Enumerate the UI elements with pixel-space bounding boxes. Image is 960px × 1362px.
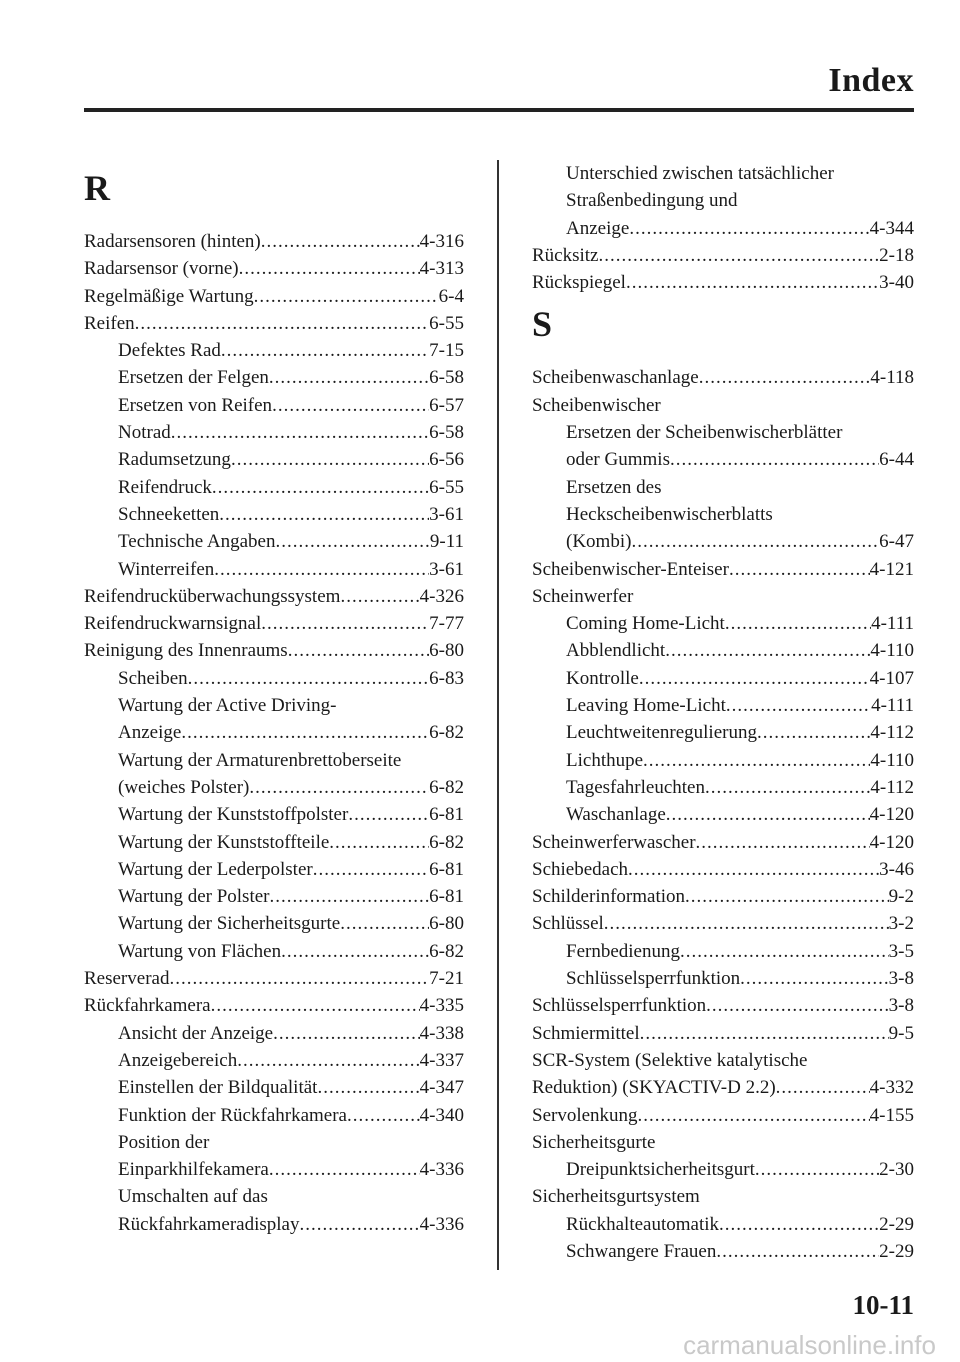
- entry-page-ref: 9-5: [888, 1022, 914, 1044]
- leader-dots: [211, 992, 420, 1019]
- entry-page-ref: 6-57: [429, 394, 464, 416]
- entry-term: Dreipunktsicherheitsgurt: [566, 1159, 755, 1181]
- watermark: carmanualsonline.info: [683, 1330, 936, 1360]
- entry-page-ref: 9-2: [888, 886, 914, 908]
- entry-term: Scheinwerferwascher: [532, 831, 696, 853]
- entry-page-ref: 6-4: [438, 285, 464, 307]
- leader-dots: [221, 337, 429, 364]
- index-entry: [532, 910, 914, 937]
- index-entry: [532, 883, 914, 910]
- entry-term: Schwangere Frauen: [566, 1240, 717, 1262]
- index-subentry: [84, 883, 464, 910]
- entry-term: Radarsensoren (hinten): [84, 231, 261, 252]
- entry-page-ref: 6-81: [429, 858, 464, 880]
- index-subentry: [84, 1047, 464, 1074]
- index-subentry: [84, 501, 464, 528]
- entry-term: Reinigung des Innenraums: [84, 640, 288, 662]
- leader-dots: [273, 1020, 420, 1047]
- entry-term: Unterschied zwischen tatsächlicher: [566, 163, 834, 184]
- index-subentry: [532, 637, 914, 664]
- entry-page-ref: 4-336: [419, 1213, 464, 1235]
- leader-dots: [696, 829, 870, 856]
- entry-term: Sicherheitsgurtsystem: [532, 1186, 700, 1208]
- entry-term: Ersetzen von Reifen: [118, 394, 273, 416]
- leader-dots: [237, 1047, 419, 1074]
- index-entry: [84, 965, 464, 992]
- index-entry: [84, 637, 464, 664]
- index-subentry: [84, 747, 464, 774]
- leader-dots: [604, 910, 889, 937]
- leader-dots: [719, 1211, 879, 1238]
- entry-term: Anzeige: [566, 217, 630, 239]
- index-subentry: [84, 446, 464, 473]
- entry-term: Schlüsselsperrfunktion: [532, 995, 707, 1017]
- index-subentry: [84, 419, 464, 446]
- entry-term: SCR-System (Selektive katalytische: [532, 1049, 808, 1071]
- entry-page-ref: 4-118: [870, 367, 914, 389]
- leader-dots: [281, 938, 429, 965]
- entry-term: Anzeige: [118, 722, 182, 744]
- entry-page-ref: 6-83: [429, 667, 464, 689]
- leader-dots: [665, 637, 870, 664]
- entry-page-ref: 6-82: [429, 722, 464, 744]
- index-subentry: [84, 1211, 464, 1238]
- index-subentry: [84, 1129, 464, 1156]
- leader-dots: [329, 829, 429, 856]
- leader-dots: [680, 938, 889, 965]
- entry-page-ref: 6-55: [429, 476, 464, 498]
- entry-term: Wartung der Kunststoffteile: [118, 831, 330, 853]
- leader-dots: [757, 719, 870, 746]
- index-entry: [532, 556, 914, 583]
- leader-dots: [643, 747, 870, 774]
- leader-dots: [599, 242, 880, 269]
- entry-page-ref: 6-81: [429, 804, 464, 826]
- entry-page-ref: 4-121: [869, 558, 914, 580]
- entry-page-ref: 7-77: [429, 613, 464, 635]
- entry-term: Defektes Rad: [118, 340, 221, 362]
- entry-term: Leaving Home-Licht: [566, 695, 726, 717]
- entry-page-ref: 4-155: [869, 1104, 914, 1126]
- entry-term: Wartung der Active Driving-: [118, 695, 337, 717]
- entry-term: Heckscheibenwischerblatts: [566, 503, 773, 525]
- index-entry: [532, 856, 914, 883]
- leader-dots: [670, 446, 879, 473]
- leader-dots: [628, 856, 879, 883]
- entry-term: Winterreifen: [118, 558, 215, 580]
- entry-term: Schlüssel: [532, 913, 604, 935]
- index-entry: [532, 1129, 914, 1156]
- entry-term: Straßenbedingung und: [566, 190, 738, 212]
- index-subentry: [84, 856, 464, 883]
- index-subentry: [532, 474, 914, 501]
- leader-dots: [705, 774, 870, 801]
- leader-dots: [716, 1238, 879, 1265]
- index-subentry: [532, 187, 914, 214]
- entry-page-ref: 4-110: [870, 749, 914, 771]
- entry-term: Reifendruckwarnsignal: [84, 613, 262, 635]
- entry-page-ref: 4-316: [419, 231, 464, 252]
- index-entry: [532, 269, 914, 296]
- entry-term: Rückhalteautomatik: [566, 1213, 720, 1235]
- leader-dots: [317, 1074, 419, 1101]
- entry-term: Wartung von Flächen: [118, 940, 282, 962]
- entry-page-ref: 6-56: [429, 449, 464, 471]
- index-entry: [532, 829, 914, 856]
- entry-page-ref: 3-8: [888, 968, 914, 990]
- entry-page-ref: 6-81: [429, 886, 464, 908]
- index-entry: [84, 228, 464, 255]
- entry-term: Leuchtweitenregulierung: [566, 722, 757, 744]
- leader-dots: [231, 446, 429, 473]
- entry-term: Tagesfahrleuchten: [566, 776, 705, 798]
- index-subentry: [84, 556, 464, 583]
- leader-dots: [135, 310, 430, 337]
- index-subentry: [84, 337, 464, 364]
- entry-term: Scheinwerfer: [532, 585, 634, 607]
- leader-dots: [269, 364, 429, 391]
- entry-term: Reserverad: [84, 968, 170, 990]
- entry-page-ref: 2-29: [879, 1240, 914, 1262]
- index-subentry: [532, 801, 914, 828]
- entry-page-ref: 4-338: [419, 1022, 464, 1044]
- entry-term: Einstellen der Bildqualität: [118, 1077, 318, 1099]
- entry-term: Sicherheitsgurte: [532, 1131, 656, 1153]
- entry-term: Lichthupe: [566, 749, 644, 771]
- leader-dots: [313, 856, 429, 883]
- entry-page-ref: 4-112: [870, 722, 914, 744]
- index-subentry: [84, 801, 464, 828]
- entry-term: Funktion der Rückfahrkamera: [118, 1104, 347, 1126]
- entry-term: Reduktion) (SKYACTIV-D 2.2): [532, 1077, 776, 1099]
- index-subentry: [84, 938, 464, 965]
- index-subentry: [532, 1238, 914, 1265]
- leader-dots: [347, 1102, 420, 1129]
- entry-term: (Kombi): [566, 531, 632, 553]
- entry-term: Rücksitz: [532, 244, 599, 266]
- entry-page-ref: 6-80: [429, 913, 464, 935]
- leader-dots: [729, 556, 870, 583]
- entry-page-ref: 4-337: [419, 1049, 464, 1071]
- entry-page-ref: 3-2: [888, 913, 914, 935]
- index-subentry: [532, 446, 914, 473]
- index-entry: [532, 583, 914, 610]
- entry-page-ref: 4-112: [870, 776, 914, 798]
- leader-dots: [685, 883, 889, 910]
- leader-dots: [640, 1020, 889, 1047]
- index-subentry: [84, 1102, 464, 1129]
- entry-term: Wartung der Kunststoffpolster: [118, 804, 349, 826]
- entry-term: (weiches Polster): [118, 776, 250, 798]
- leader-dots: [348, 801, 429, 828]
- leader-dots: [725, 610, 871, 637]
- leader-dots: [638, 1102, 870, 1129]
- entry-term: Reifen: [84, 312, 135, 334]
- entry-term: Wartung der Polster: [118, 886, 270, 908]
- leader-dots: [340, 910, 429, 937]
- index-subentry: [84, 528, 464, 555]
- entry-term: Scheibenwischer: [532, 394, 661, 416]
- index-entry: [532, 392, 914, 419]
- index-entry: [532, 1020, 914, 1047]
- entry-term: Coming Home-Licht: [566, 613, 725, 635]
- entry-page-ref: 6-55: [429, 312, 464, 334]
- entry-page-ref: 4-344: [869, 217, 914, 239]
- index-entry: [532, 992, 914, 1019]
- entry-page-ref: 6-82: [429, 940, 464, 962]
- entry-term: Schmiermittel: [532, 1022, 640, 1044]
- index-subentry: [84, 692, 464, 719]
- leader-dots: [299, 1211, 419, 1238]
- index-subentry: [532, 528, 914, 555]
- index-subentry: [84, 665, 464, 692]
- leader-dots: [181, 719, 429, 746]
- leader-dots: [272, 392, 429, 419]
- index-subentry: [532, 938, 914, 965]
- entry-term: Abblendlicht: [566, 640, 666, 662]
- leader-dots: [726, 692, 871, 719]
- index-subentry: [532, 1156, 914, 1183]
- index-subentry: [532, 692, 914, 719]
- entry-page-ref: 3-61: [429, 558, 464, 580]
- entry-term: Rückfahrkameradisplay: [118, 1213, 300, 1235]
- entry-term: Schlüsselsperrfunktion: [566, 968, 741, 990]
- leader-dots: [629, 215, 869, 242]
- entry-page-ref: 4-335: [419, 995, 464, 1017]
- leader-dots: [755, 1156, 879, 1183]
- entry-page-ref: 4-340: [419, 1104, 464, 1126]
- index-entry: [84, 992, 464, 1019]
- index-entry: [532, 1074, 914, 1101]
- entry-page-ref: 2-29: [879, 1213, 914, 1235]
- leader-dots: [699, 364, 871, 391]
- index-subentry: [84, 910, 464, 937]
- entry-term: Scheiben: [118, 667, 188, 689]
- leader-dots: [171, 419, 429, 446]
- entry-term: Ersetzen der Felgen: [118, 367, 269, 389]
- index-subentry: [532, 501, 914, 528]
- entry-term: Rückspiegel: [532, 272, 626, 294]
- entry-term: Einparkhilfekamera: [118, 1159, 269, 1181]
- entry-term: Position der: [118, 1131, 210, 1153]
- page-number: 10-11: [852, 1290, 914, 1320]
- index-entry: [84, 610, 464, 637]
- entry-term: Kontrolle: [566, 667, 639, 689]
- leader-dots: [188, 665, 430, 692]
- index-subentry: [84, 719, 464, 746]
- entry-page-ref: 9-11: [429, 531, 464, 553]
- entry-page-ref: 3-46: [879, 858, 914, 880]
- entry-term: Anzeigebereich: [118, 1049, 238, 1071]
- index-subentry: [84, 1020, 464, 1047]
- entry-term: Ansicht der Anzeige: [118, 1022, 274, 1044]
- entry-term: Radumsetzung: [118, 449, 231, 471]
- entry-page-ref: 6-47: [879, 531, 914, 553]
- entry-term: Schilderinformation: [532, 886, 686, 908]
- index-subentry: [532, 665, 914, 692]
- entry-term: Umschalten auf das: [118, 1186, 268, 1208]
- index-subentry: [84, 1156, 464, 1183]
- entry-page-ref: 3-40: [879, 272, 914, 294]
- index-entry: [84, 310, 464, 337]
- index-subentry: [84, 774, 464, 801]
- leader-dots: [214, 556, 429, 583]
- entry-page-ref: 3-8: [888, 995, 914, 1017]
- leader-dots: [219, 501, 429, 528]
- entry-page-ref: 6-80: [429, 640, 464, 662]
- leader-dots: [340, 583, 419, 610]
- leader-dots: [169, 965, 429, 992]
- entry-term: Scheibenwischer-Enteiser: [532, 558, 729, 580]
- index-entry: [532, 1102, 914, 1129]
- entry-term: Reifendruck: [118, 476, 212, 498]
- leader-dots: [776, 1074, 870, 1101]
- index-subentry: [84, 829, 464, 856]
- entry-page-ref: 6-82: [429, 776, 464, 798]
- header-rule: [84, 108, 914, 112]
- entry-page-ref: 4-111: [871, 613, 914, 635]
- index-subentry: [532, 965, 914, 992]
- index-section-letter: S: [532, 304, 553, 345]
- entry-page-ref: 4-347: [419, 1077, 464, 1099]
- leader-dots: [261, 228, 420, 255]
- index-entry: [532, 364, 914, 391]
- column-divider: [497, 160, 499, 1270]
- entry-term: Schneeketten: [118, 503, 220, 525]
- entry-page-ref: 4-110: [870, 640, 914, 662]
- index-subentry: [532, 610, 914, 637]
- leader-dots: [666, 801, 870, 828]
- entry-page-ref: 3-61: [429, 503, 464, 525]
- leader-dots: [254, 283, 439, 310]
- index-subentry: [532, 719, 914, 746]
- index-subentry: [532, 1211, 914, 1238]
- entry-page-ref: 2-18: [879, 244, 914, 266]
- entry-page-ref: 4-313: [419, 258, 464, 280]
- entry-page-ref: 4-111: [871, 695, 914, 717]
- entry-page-ref: 4-107: [869, 667, 914, 689]
- entry-term: oder Gummis: [566, 449, 670, 471]
- entry-term: Notrad: [118, 422, 171, 444]
- leader-dots: [239, 255, 420, 282]
- entry-term: Regelmäßige Wartung: [84, 285, 254, 307]
- entry-term: Waschanlage: [566, 804, 666, 826]
- entry-term: Ersetzen des: [566, 476, 662, 498]
- entry-term: Ersetzen der Scheibenwischerblätter: [566, 422, 843, 444]
- entry-term: Reifendrucküberwachungssystem: [84, 585, 341, 607]
- index-subentry: [532, 160, 914, 187]
- entry-term: Radarsensor (vorne): [84, 258, 239, 280]
- leader-dots: [269, 1156, 420, 1183]
- index-section-letter: R: [84, 168, 110, 208]
- entry-term: Wartung der Armaturenbrettoberseite: [118, 749, 402, 771]
- leader-dots: [249, 774, 429, 801]
- leader-dots: [288, 637, 429, 664]
- entry-page-ref: 6-82: [429, 831, 464, 853]
- index-subentry: [532, 774, 914, 801]
- index-entry: [532, 1047, 914, 1074]
- leader-dots: [270, 883, 430, 910]
- index-entry: [84, 283, 464, 310]
- index-entry: [532, 242, 914, 269]
- entry-page-ref: 7-21: [429, 968, 464, 990]
- entry-term: Wartung der Sicherheitsgurte: [118, 913, 341, 935]
- leader-dots: [631, 528, 879, 555]
- index-column-right: [532, 160, 914, 1265]
- leader-dots: [261, 610, 429, 637]
- entry-page-ref: 4-332: [869, 1077, 914, 1099]
- index-column-left: [84, 160, 464, 1238]
- page-title: Index: [828, 62, 914, 99]
- entry-page-ref: 4-120: [869, 804, 914, 826]
- index-subentry: [532, 747, 914, 774]
- index-subentry: [532, 419, 914, 446]
- entry-page-ref: 3-5: [888, 940, 914, 962]
- index-subentry: [84, 1183, 464, 1210]
- index-entry: [532, 1183, 914, 1210]
- entry-page-ref: 4-336: [419, 1159, 464, 1181]
- index-subentry: [84, 1074, 464, 1101]
- entry-page-ref: 6-58: [429, 367, 464, 389]
- entry-term: Rückfahrkamera: [84, 995, 211, 1017]
- index-entry: [84, 255, 464, 282]
- entry-term: Schiebedach: [532, 858, 629, 880]
- entry-page-ref: 4-326: [419, 585, 464, 607]
- entry-term: Technische Angaben: [118, 531, 276, 553]
- entry-page-ref: 6-44: [879, 449, 914, 471]
- leader-dots: [740, 965, 889, 992]
- index-subentry: [84, 392, 464, 419]
- index-subentry: [532, 215, 914, 242]
- leader-dots: [275, 528, 429, 555]
- entry-page-ref: 4-120: [869, 831, 914, 853]
- leader-dots: [212, 474, 429, 501]
- entry-term: Wartung der Lederpolster: [118, 858, 313, 880]
- entry-term: Servolenkung: [532, 1104, 638, 1126]
- leader-dots: [639, 665, 870, 692]
- leader-dots: [626, 269, 879, 296]
- entry-term: Fernbedienung: [566, 940, 680, 962]
- index-entry: [84, 583, 464, 610]
- index-subentry: [84, 364, 464, 391]
- index-subentry: [84, 474, 464, 501]
- entry-page-ref: 7-15: [429, 340, 464, 362]
- entry-term: Scheibenwaschanlage: [532, 367, 699, 389]
- entry-page-ref: 6-58: [429, 422, 464, 444]
- entry-page-ref: 2-30: [879, 1159, 914, 1181]
- leader-dots: [706, 992, 889, 1019]
